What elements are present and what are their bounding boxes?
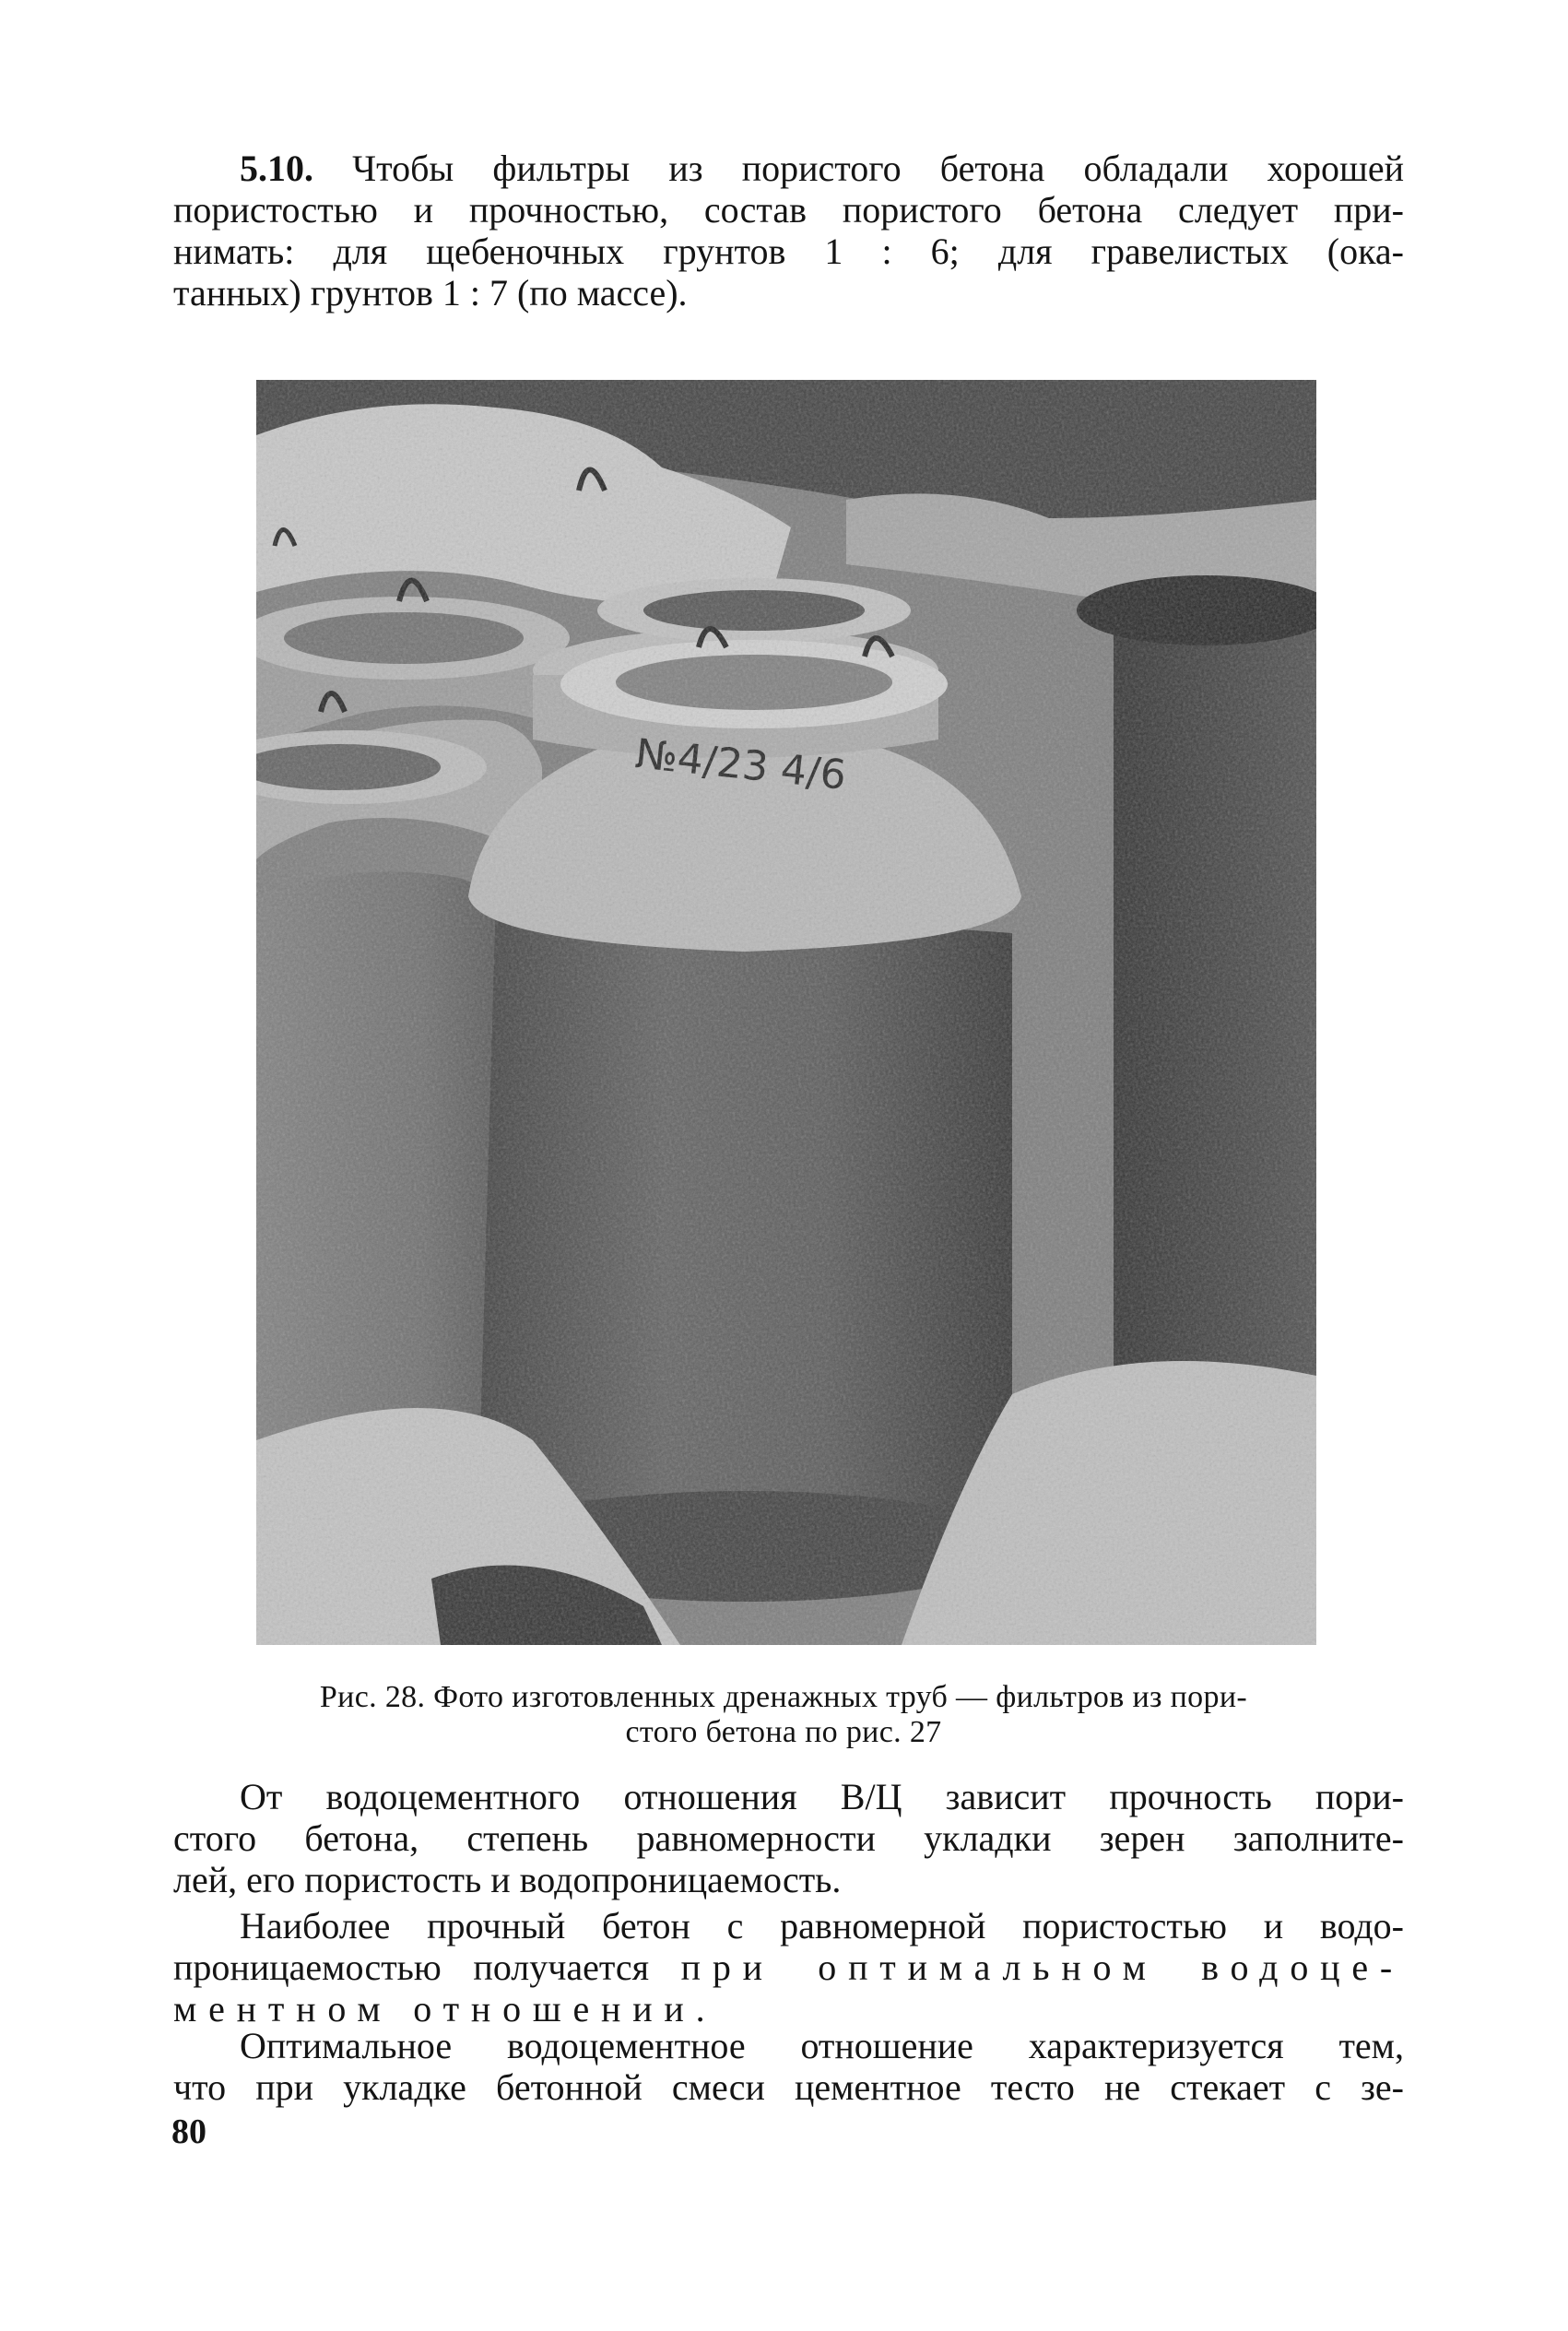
text-line: нимать: для щебеночных грунтов 1 : 6; для гравелистых (ока- bbox=[173, 231, 1404, 272]
figure-caption bbox=[230, 1680, 1337, 1750]
section-number: 5.10. bbox=[240, 148, 313, 189]
paragraph-characteristics bbox=[173, 2025, 1404, 2108]
text-line-content: Чтобы фильтры из пористого бетона обладали хорошей bbox=[352, 148, 1405, 189]
text-line: пористостью и прочностью, состав пористого бетона следует при- bbox=[173, 189, 1404, 231]
caption-line: стого бетона по рис. 27 bbox=[625, 1715, 942, 1749]
paragraph-water-cement bbox=[173, 1776, 1404, 1900]
text-line: что при укладке бетонной смеси цементное тесто не стекает с зе- bbox=[173, 2066, 1404, 2108]
text-line bbox=[173, 1988, 1404, 2029]
text-line: От водоцементного отношения В/Ц зависит прочность пори- bbox=[240, 1776, 1404, 1817]
text-line: Оптимальное водоцементное отношение характеризуется тем, bbox=[240, 2025, 1404, 2066]
caption-line: Рис. 28. Фото изготовленных дренажных труб — фильтров из пори- bbox=[319, 1680, 1248, 1714]
text-line: стого бетона, степень равномерности укладки зерен заполните- bbox=[173, 1817, 1404, 1859]
text-line: лей, его пористость и водопроницаемость. bbox=[173, 1859, 842, 1900]
photo-inscription: №4/23 4/6 bbox=[632, 730, 849, 799]
paragraph-optimal-ratio bbox=[173, 1905, 1404, 2029]
text-plain: проницаемостью получается bbox=[173, 1946, 681, 1988]
text-line: Наиболее прочный бетон с равномерной пористостью и водо- bbox=[240, 1905, 1404, 1946]
photo-drainage-pipes bbox=[256, 380, 1316, 1645]
photo-illustration bbox=[256, 380, 1316, 1645]
text-line: танных) грунтов 1 : 7 (по массе). bbox=[173, 272, 688, 314]
text-line bbox=[173, 148, 1404, 189]
text-line bbox=[173, 1946, 1404, 1988]
paragraph-5-10 bbox=[173, 148, 1404, 314]
text-spaced-emphasis: при оптимальном водоце- bbox=[680, 1946, 1404, 1988]
page-number: 80 bbox=[171, 2112, 206, 2151]
text-spaced-emphasis: ментном отношении. bbox=[173, 1988, 717, 2029]
